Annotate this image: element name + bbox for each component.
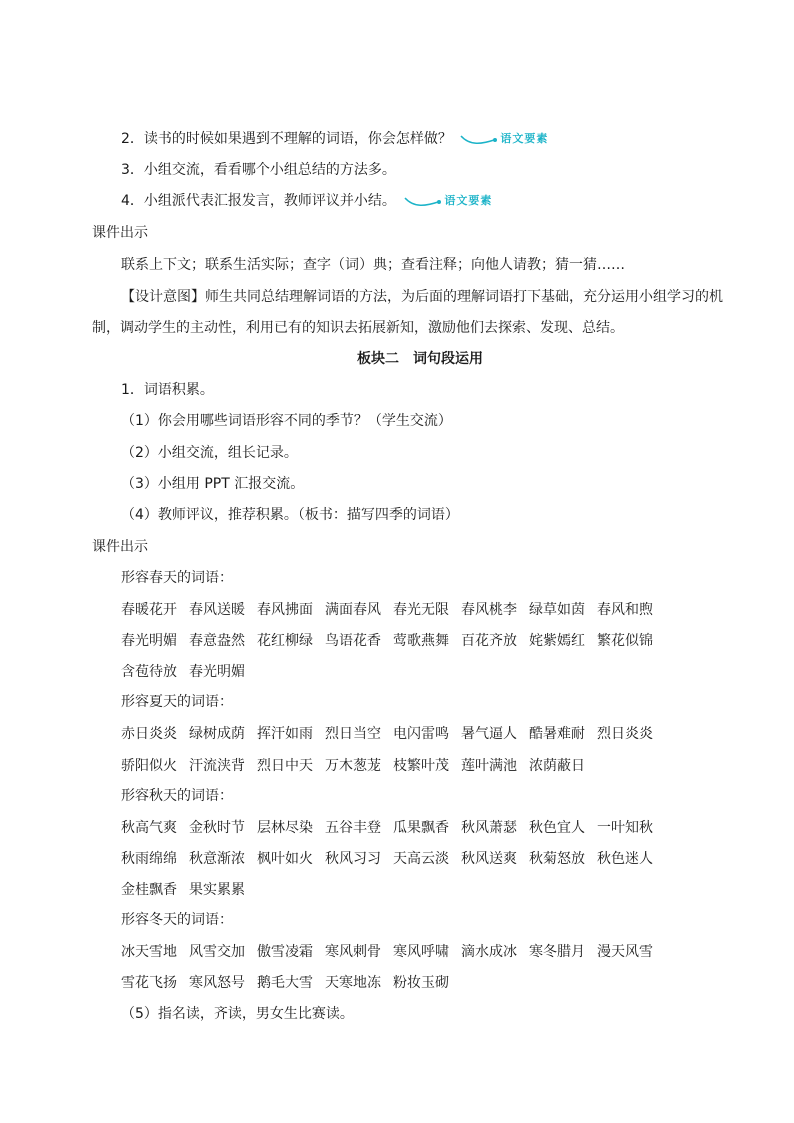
item-1: 1．词语积累。: [121, 382, 214, 398]
word: 姹紫嫣红: [529, 633, 585, 649]
annotation-marker: [460, 129, 548, 149]
word: 秋意渐浓: [189, 851, 245, 867]
word: 莺歌燕舞: [393, 633, 449, 649]
winter-words-row-2: [121, 972, 461, 992]
autumn-label: 形容秋天的词语：: [121, 788, 233, 804]
word: 风雪交加: [189, 944, 245, 960]
design-intent-line-1: 【设计意图】师生共同总结理解词语的方法，为后面的理解词语打下基础，充分运用小组学习的机: [121, 289, 723, 305]
word: 寒冬腊月: [529, 944, 585, 960]
word: 莲叶满池: [461, 758, 517, 774]
word: 天寒地冻: [325, 975, 381, 991]
word: 层林尽染: [257, 820, 313, 836]
word: 赤日炎炎: [121, 726, 177, 742]
courseware-label: 课件出示: [92, 539, 148, 555]
sub-item-3: （3）小组用 PPT 汇报交流。: [121, 476, 305, 492]
word: 绿草如茵: [529, 602, 585, 618]
word: 春光明媚: [189, 664, 245, 680]
word: 满面春风: [325, 602, 381, 618]
word: 骄阳似火: [121, 758, 177, 774]
spring-words-row-1: [121, 599, 665, 619]
word: 秋菊怒放: [529, 851, 585, 867]
word: 寒风刺骨: [325, 944, 381, 960]
word: 瓜果飘香: [393, 820, 449, 836]
summer-label: 形容夏天的词语：: [121, 694, 233, 710]
word: 电闪雷鸣: [393, 726, 449, 742]
word: 春风送暖: [189, 602, 245, 618]
autumn-words-row-1: [121, 817, 665, 837]
design-intent-line-2: 制，调动学生的主动性，利用已有的知识去拓展新知，激励他们去探索、发现、总结。: [92, 320, 624, 336]
step-2: [121, 129, 548, 149]
word: 暑气逼人: [461, 726, 517, 742]
word: 烈日当空: [325, 726, 381, 742]
word: 秋风习习: [325, 851, 381, 867]
word: 酷暑难耐: [529, 726, 585, 742]
spring-label: 形容春天的词语：: [121, 570, 233, 586]
word: 粉妆玉砌: [393, 975, 449, 991]
word: 秋色迷人: [597, 851, 653, 867]
annotation-label: 语文要素: [500, 132, 549, 145]
courseware-label: 课件出示: [92, 225, 148, 241]
sub-item-1: （1）你会用哪些词语形容不同的季节？（学生交流）: [121, 413, 452, 429]
word: 秋色宜人: [529, 820, 585, 836]
word: 春光明媚: [121, 633, 177, 649]
word: 春风拂面: [257, 602, 313, 618]
word: 寒风怒号: [189, 975, 245, 991]
word: 冰天雪地: [121, 944, 177, 960]
word: 果实累累: [189, 882, 245, 898]
word: 雪花飞扬: [121, 975, 177, 991]
word: 秋风送爽: [461, 851, 517, 867]
word: 一叶知秋: [597, 820, 653, 836]
word: 金秋时节: [189, 820, 245, 836]
section-title: 板块二 词句段运用: [357, 351, 483, 367]
sub-item-5: （5）指名读，齐读，男女生比赛读。: [121, 1006, 354, 1022]
word: 五谷丰登: [325, 820, 381, 836]
word: 枝繁叶茂: [393, 758, 449, 774]
word: 绿树成荫: [189, 726, 245, 742]
step-4: [121, 191, 492, 211]
word: 万木葱茏: [325, 758, 381, 774]
word: 浓荫蔽日: [529, 758, 585, 774]
step-3: 3．小组交流，看看哪个小组总结的方法多。: [121, 162, 396, 178]
word: 百花齐放: [461, 633, 517, 649]
autumn-words-row-3: [121, 879, 257, 899]
word: 秋高气爽: [121, 820, 177, 836]
sub-item-2: （2）小组交流，组长记录。: [121, 445, 298, 461]
word: 傲雪凌霜: [257, 944, 313, 960]
word: 春意盎然: [189, 633, 245, 649]
word: 漫天风雪: [597, 944, 653, 960]
word: 春暖花开: [121, 602, 177, 618]
summer-words-row-2: [121, 755, 597, 775]
word: 春光无限: [393, 602, 449, 618]
word: 汗流浃背: [189, 758, 245, 774]
word: 秋雨绵绵: [121, 851, 177, 867]
word: 金桂飘香: [121, 882, 177, 898]
winter-label: 形容冬天的词语：: [121, 912, 233, 928]
word: 枫叶如火: [257, 851, 313, 867]
arrow-curve-icon: [404, 194, 442, 208]
arrow-curve-icon: [460, 132, 498, 146]
autumn-words-row-2: [121, 848, 665, 868]
annotation-label: 语文要素: [444, 194, 493, 207]
summer-words-row-1: [121, 723, 665, 743]
word: 含苞待放: [121, 664, 177, 680]
spring-words-row-2: [121, 630, 665, 650]
word: 鹅毛大雪: [257, 975, 313, 991]
winter-words-row-1: [121, 941, 665, 961]
word: 花红柳绿: [257, 633, 313, 649]
annotation-marker: [404, 191, 492, 211]
sub-item-4: （4）教师评议，推荐积累。（板书：描写四季的词语）: [121, 507, 459, 523]
methods-text: 联系上下文；联系生活实际；查字（词）典；查看注释；向他人请教；猜一猜……: [121, 257, 625, 273]
word: 寒风呼啸: [393, 944, 449, 960]
word: 秋风萧瑟: [461, 820, 517, 836]
word: 挥汗如雨: [257, 726, 313, 742]
word: 鸟语花香: [325, 633, 381, 649]
spring-words-row-3: [121, 661, 257, 681]
word: 春风和煦: [597, 602, 653, 618]
word: 滴水成冰: [461, 944, 517, 960]
word: 繁花似锦: [597, 633, 653, 649]
step-4-text: 4．小组派代表汇报发言，教师评议并小结。: [121, 193, 396, 209]
word: 烈日中天: [257, 758, 313, 774]
word: 烈日炎炎: [597, 726, 653, 742]
word: 春风桃李: [461, 602, 517, 618]
word: 天高云淡: [393, 851, 449, 867]
step-2-text: 2．读书的时候如果遇到不理解的词语，你会怎样做？: [121, 131, 452, 147]
